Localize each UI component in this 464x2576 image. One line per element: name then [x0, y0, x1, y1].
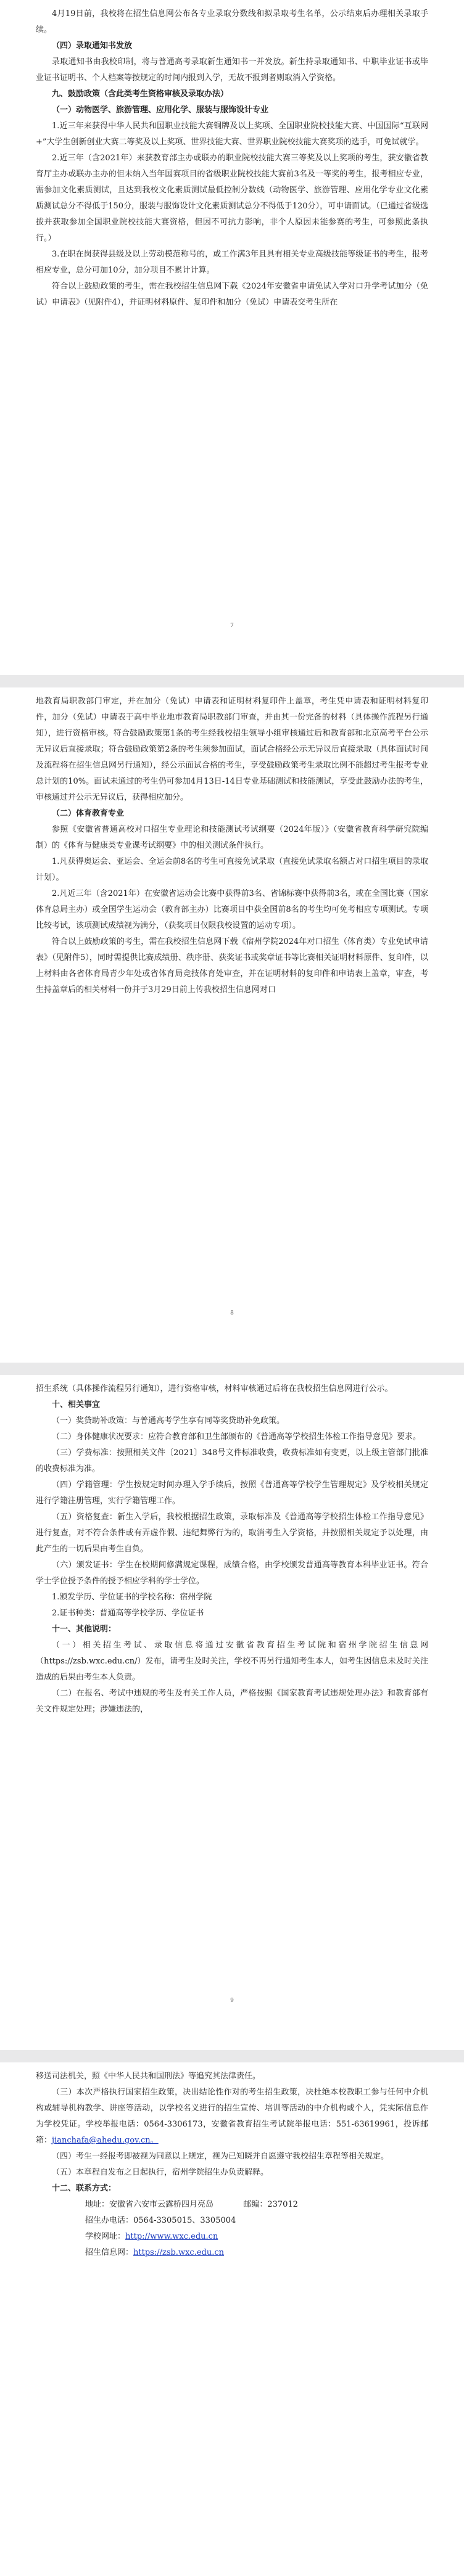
paragraph: （四）考生一经报考即被视为同意以上规定，视为已知晓并自愿遵守我校招生章程等相关规定。: [52, 2152, 389, 2161]
paragraph: 1.凡获得奥运会、亚运会、全运会前8名的考生可直接免试录取（直接免试录取名额占对口招生项目的录取计划）。: [36, 857, 428, 882]
page-number: 7: [230, 623, 234, 629]
postcode-value: 237012: [267, 2200, 298, 2209]
paragraph-text: （三）本次严格执行国家招生政策，决出结论性作对的考生招生政策，决杜绝本校教职工参与任何中介机构或辅导机构教学、讲座等活动，以学校名义进行的招生宣传、培训等活动的中介机构或个人，凭实际信息作为学校凭证。学校举报电话：0564-3306173，安徽省教育招生考试院举报电话：551-63619961，投诉邮箱：: [36, 2088, 428, 2145]
section-heading: 十、相关事宜: [52, 1400, 101, 1409]
paragraph: 1.近三年来获得中华人民共和国职业技能大赛铜牌及以上奖项、全国职业院校技能大赛、中国国际“互联网+”大学生创新创业大赛二等奖及以上奖项、世界技能大赛、世界职业院校技能大赛奖项的选手，可免试就学。: [36, 121, 428, 147]
address-value: 安徽省六安市云露桥四月亮岛: [109, 2200, 214, 2209]
paragraph: （五）资格复查：新生入学后，我校根据招生政策，录取标准及《普通高等学校招生体检工作指导意见》进行复查，对不符合条件或有弄虚作假、违纪舞弊行为的，取消考生入学资格，并按照相关规定予以处理，由此产生的一切后果由考生自负。: [36, 1512, 428, 1554]
contact-portal: [85, 2245, 428, 2261]
admissions-portal-link[interactable]: https://zsb.wxc.edu.cn: [133, 2248, 224, 2257]
paragraph: 4月19日前，我校将在招生信息网公布各专业录取分数线和拟录取考生名单，公示结束后办理相关录取手续。: [36, 9, 428, 35]
paragraph: 2.凡近三年（含2021年）在安徽省运动会比赛中获得前3名、省锦标赛中获得前3名，或在全国比赛（国家体育总局主办）或全国学生运动会（教育部主办）比赛项目中获全国前8名的考生均可免考相应专项测试。专项比较考试，该项测试成绩视为满分，（获奖项目仅限我校设置的运动专项）。: [36, 889, 428, 930]
paragraph: 参照《安徽省普通高校对口招生专业理论和技能测试考试纲要（2024年版）》（安徽省教育科学研究院编制）的《体育与健康类专业课考试纲要》中的相关测试条件执行。: [36, 825, 428, 850]
section-heading: （二）体育教育专业: [52, 809, 125, 818]
section-heading: （一）动物医学、旅游管理、应用化学、服装与服饰设计专业: [52, 105, 269, 115]
paragraph: 1.颁发学历、学位证书的学校名称：宿州学院: [52, 1593, 212, 1602]
paragraph: （二）在报名、考试中违规的考生及有关工作人员，严格按照《国家教育考试违规处理办法》和教育部有关文件规定处理；涉嫌违法的，: [36, 1689, 428, 1714]
paragraph: （一）奖贷助补政策：与普通高考学生享有同等奖贷助补免政策。: [52, 1416, 285, 1425]
contact-block: [36, 2197, 428, 2261]
contact-website: [85, 2229, 428, 2245]
paragraph: （四）学籍管理：学生按规定时间办理入学手续后，按照《普通高等学校学生管理规定》及学校相关规定进行学籍注册管理，实行学籍管理工作。: [36, 1480, 428, 1506]
section-heading: （四）录取通知书发放: [52, 41, 133, 51]
section-heading: 九、鼓励政策（含此类考生资格审核及录取办法）: [52, 89, 229, 99]
section-heading: 十一、其他说明：: [52, 1625, 117, 1634]
paragraph: 2.证书种类：普通高等学校学历、学位证书: [52, 1609, 204, 1618]
complaint-email-link[interactable]: jianchafa@ahedu.gov.cn。: [52, 2136, 159, 2145]
document-page-2: [0, 687, 464, 1363]
address-label: 地址：: [85, 2200, 110, 2209]
paragraph: 符合以上鼓励政策的考生，需在我校招生信息网下载《2024年安徽省申请免试入学对口升学考试加分（免试）申请表》（见附件4），并证明材料原件、复印件和加分（免试）申请表交考生所在: [36, 282, 428, 307]
contact-address: [85, 2197, 428, 2213]
phone-value: 0564-3305015、3305004: [133, 2216, 236, 2225]
school-website-link[interactable]: http://www.wxc.edu.cn: [125, 2232, 218, 2241]
paragraph: [36, 2085, 428, 2149]
paragraph: 移送司法机关，照《中华人民共和国刑法》等追究其法律责任。: [36, 2072, 261, 2081]
paragraph: 符合以上鼓励政策的考生，需在我校招生信息网下载《宿州学院2024年对口招生（体育类）专业免试申请表》（见附件5），同时需提供比赛成绩册、秩序册、获奖证书或奖章证书等比赛相关证明材料原件、复印件，以上材料由各省体育局青少年处或省体育局竞技体育处审查，并在证明材料的复印件和申请表上盖章，审查，考生持盖章后的相关材料一份并于3月29日前上传我校招生信息网对口: [36, 937, 428, 995]
paragraph: 3.在职在岗获得县级及以上劳动模范称号的，或工作满3年且具有相关专业高级技能等级证书的考生，报考相应专业，总分可加10分，加分项目不累计计算。: [36, 250, 428, 275]
website-label: 学校网址：: [85, 2232, 126, 2241]
paragraph: （三）学费标准：按照相关文件〔2021〕348号文件标准收费，收费标准如有变更，以上级主管部门批准的收费标准为准。: [36, 1448, 428, 1474]
portal-label: 招生信息网：: [85, 2248, 134, 2257]
paragraph: （一）相关招生考试、录取信息将通过安徽省教育招生考试院和宿州学院招生信息网（https://zsb.wxc.edu.cn/）发布，请考生及时关注，学校不再另行通知考生本人，如考生因信息未及时关注造成的后果由考生本人负责。: [36, 1641, 428, 1682]
phone-label: 招生办电话：: [85, 2216, 134, 2225]
section-heading: 十二、联系方式：: [52, 2184, 117, 2193]
paragraph: （六）颁发证书：学生在校期间修满规定课程，成绩合格，由学校颁发普通高等教育本科毕业证书。符合学士学位授予条件的授予相应学科的学士学位。: [36, 1561, 428, 1586]
contact-phone: [85, 2213, 428, 2229]
document-page-4: [0, 2062, 464, 2576]
paragraph: 录取通知书由我校印制，将与普通高考录取新生通知书一并发放。新生持录取通知书、中职毕业证书或毕业证书证明书、个人档案等按规定的时间内报到入学，无故不报到者则取消入学资格。: [36, 57, 428, 83]
page-number: 9: [230, 1998, 234, 2004]
paragraph: 招生系统（具体操作流程另行通知），进行资格审核，材料审核通过后将在我校招生信息网进行公示。: [36, 1384, 393, 1393]
postcode-label: 邮编：: [243, 2200, 268, 2209]
document-page-3: [0, 1375, 464, 2050]
paragraph: （二）身体健康状况要求：应符合教育部和卫生部颁布的《普通高等学校招生体检工作指导意见》要求。: [52, 1432, 421, 1442]
paragraph: 2.近三年（含2021年）来获教育部主办或联办的职业院校技能大赛三等奖及以上奖项的考生，获安徽省教育厅主办或联办主办的但未纳入当年国赛项目的省级职业院校技能大赛前3名及一等奖的考生，报考相应专业，需参加文化素质测试，且达到我校文化素质测试最低控制分数线（动物医学、旅游管理、应用化学专业文化素质测试总分不得低于150分，服装与服饰设计文化素质测试总分不得低于120分），可申请面试。（已通过省级选拔并获取参加全国职业院校技能大赛资格，但因不可抗力影响，非个人原因未能参赛的考生，可参照此条执行。）: [36, 154, 428, 243]
page-number: 8: [230, 1310, 234, 1316]
paragraph: 地教育局职教部门审定，并在加分（免试）申请表和证明材料复印件上盖章，考生凭申请表和证明材料复印件，加分（免试）申请表于高中毕业地市教育局职教部门审查，并由其一份完备的材料（具体操作流程另行通知），进行资格审核。符合鼓励政策第1条的考生经我校招生领导小组审核通过后和教育部和北京高考平台公示无异议后直接录取；符合鼓励政策第2条的考生须参加面试，面试合格经公示无异议后直接录取（具体面试时间及流程将在招生信息网另行通知），经公示面试合格的考生，享受鼓励政策考生录取比例不能超过考生报考专业总计划的10%。面试未通过的考生仍可参加4月13日-14日专业基础测试和技能测试，享受此鼓励办法的考生，审核通过并公示无异议后，获得相应加分。: [36, 697, 428, 802]
paragraph: （五）本章程自发布之日起执行，宿州学院招生办负责解释。: [52, 2168, 269, 2177]
document-page-1: [0, 0, 464, 675]
